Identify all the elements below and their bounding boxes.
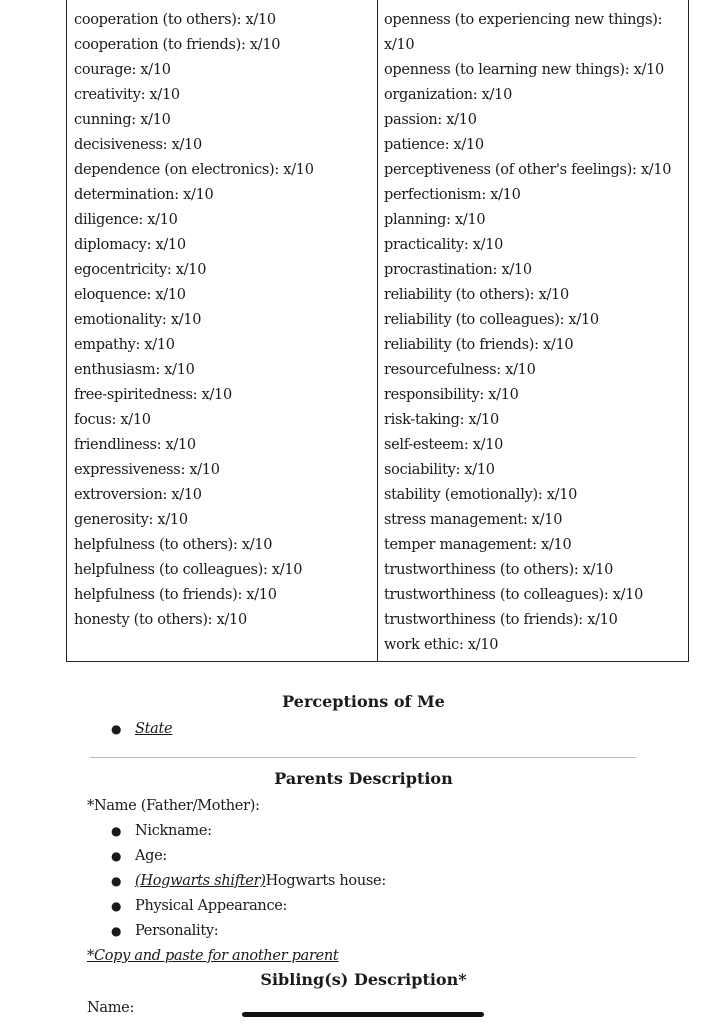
trait-row: helpfulness (to colleagues): x/10 xyxy=(74,562,303,578)
parent-age-item xyxy=(111,844,167,869)
trait-row: courage: x/10 xyxy=(74,62,171,78)
parent-name-label: *Name (Father/Mother): xyxy=(87,798,260,814)
trait-row: procrastination: x/10 xyxy=(384,262,532,278)
trait-row: dependence (on electronics): x/10 xyxy=(74,162,314,178)
trait-row: generosity: x/10 xyxy=(74,512,188,528)
trait-row: cooperation (to others): x/10 xyxy=(74,12,276,28)
sibling-name-label: Name: xyxy=(87,1000,135,1016)
personality-label: Personality: xyxy=(135,923,219,939)
trait-row: practicality: x/10 xyxy=(384,237,504,253)
trait-row: determination: x/10 xyxy=(74,187,214,203)
traits-table xyxy=(66,0,689,662)
nickname-label: Nickname: xyxy=(135,823,212,839)
age-label: Age: xyxy=(135,848,168,864)
trait-row: reliability (to colleagues): x/10 xyxy=(384,312,599,328)
trait-row: sociability: x/10 xyxy=(384,462,495,478)
trait-row: work ethic: x/10 xyxy=(384,637,499,653)
perceptions-bullet xyxy=(111,717,172,742)
trait-row: responsibility: x/10 xyxy=(384,387,519,403)
trait-row: passion: x/10 xyxy=(384,112,477,128)
trait-row: diligence: x/10 xyxy=(74,212,178,228)
trait-row: reliability (to others): x/10 xyxy=(384,287,569,303)
trait-row: temper management: x/10 xyxy=(384,537,572,553)
trait-row: emotionality: x/10 xyxy=(74,312,202,328)
trait-row: cooperation (to friends): x/10 xyxy=(74,37,281,53)
bullet-icon: ● xyxy=(111,722,122,736)
trait-row: eloquence: x/10 xyxy=(74,287,186,303)
trait-row: enthusiasm: x/10 xyxy=(74,362,195,378)
trait-row: friendliness: x/10 xyxy=(74,437,196,453)
parents-title: Parents Description xyxy=(274,769,453,788)
trait-row: patience: x/10 xyxy=(384,137,484,153)
trait-row: creativity: x/10 xyxy=(74,87,180,103)
house-label: Hogwarts house: xyxy=(265,873,386,889)
trait-row: decisiveness: x/10 xyxy=(74,137,202,153)
bullet-icon: ● xyxy=(111,849,122,863)
trait-row: honesty (to others): x/10 xyxy=(74,612,247,628)
perceptions-title: Perceptions of Me xyxy=(282,692,445,711)
trait-row: empathy: x/10 xyxy=(74,337,175,353)
trait-row: trustworthiness (to colleagues): x/10 xyxy=(384,587,644,603)
trait-row: reliability (to friends): x/10 xyxy=(384,337,574,353)
appearance-label: Physical Appearance: xyxy=(135,898,288,914)
trait-row: helpfulness (to friends): x/10 xyxy=(74,587,277,603)
trait-row: stability (emotionally): x/10 xyxy=(384,487,578,503)
trait-row: self-esteem: x/10 xyxy=(384,437,504,453)
trait-row: stress management: x/10 xyxy=(384,512,563,528)
trait-row: focus: x/10 xyxy=(74,412,151,428)
trait-row: perceptiveness (of other's feelings): x/10 xyxy=(384,162,672,178)
trait-row: expressiveness: x/10 xyxy=(74,462,220,478)
trait-row: openness (to experiencing new things): xyxy=(384,12,663,28)
trait-row: perfectionism: x/10 xyxy=(384,187,521,203)
bullet-icon: ● xyxy=(111,924,122,938)
parent-house-item xyxy=(111,869,386,894)
traits-right-column xyxy=(378,0,688,661)
state-link[interactable]: State xyxy=(135,721,173,737)
trait-row: free-spiritedness: x/10 xyxy=(74,387,232,403)
trait-row: cunning: x/10 xyxy=(74,112,171,128)
trait-row: risk-taking: x/10 xyxy=(384,412,499,428)
hogwarts-shifter-link[interactable]: (Hogwarts shifter) xyxy=(135,873,266,889)
copy-note: *Copy and paste for another parent xyxy=(87,948,339,964)
trait-row: openness (to learning new things): x/10 xyxy=(384,62,664,78)
bullet-icon: ● xyxy=(111,874,122,888)
siblings-title: Sibling(s) Description* xyxy=(260,970,467,989)
section-divider xyxy=(90,757,636,758)
trait-row: organization: x/10 xyxy=(384,87,512,103)
trait-row: trustworthiness (to others): x/10 xyxy=(384,562,614,578)
trait-row: planning: x/10 xyxy=(384,212,486,228)
parent-nickname-item xyxy=(111,819,212,844)
trait-row: x/10 xyxy=(384,37,415,53)
trait-row: extroversion: x/10 xyxy=(74,487,202,503)
bullet-icon: ● xyxy=(111,899,122,913)
trait-row: diplomacy: x/10 xyxy=(74,237,186,253)
traits-left-column xyxy=(67,0,378,661)
trait-row: helpfulness (to others): x/10 xyxy=(74,537,273,553)
trait-row: trustworthiness (to friends): x/10 xyxy=(384,612,618,628)
trait-row: resourcefulness: x/10 xyxy=(384,362,536,378)
bullet-icon: ● xyxy=(111,824,122,838)
parent-appearance-item xyxy=(111,894,287,919)
trait-row: egocentricity: x/10 xyxy=(74,262,207,278)
parent-personality-item xyxy=(111,919,218,944)
home-indicator[interactable] xyxy=(242,1012,484,1017)
